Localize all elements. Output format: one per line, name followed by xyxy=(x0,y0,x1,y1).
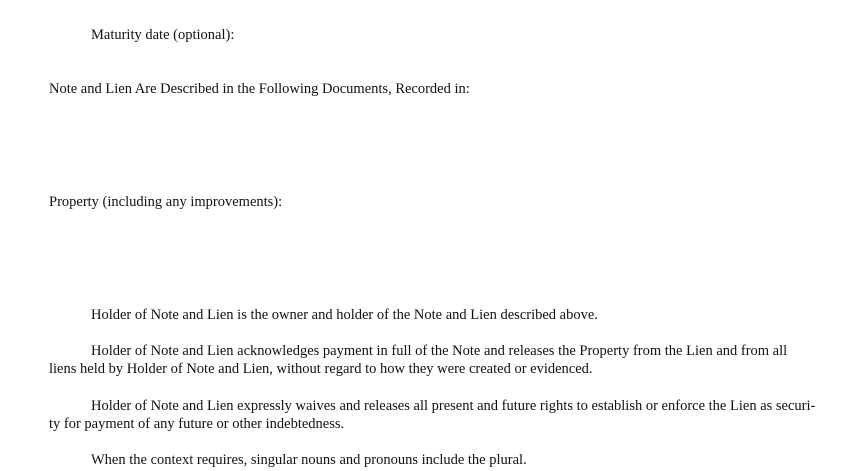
paragraph-waiver-line-1: Holder of Note and Lien expressly waives and releases all present and future rights to establish or enforce the Lien as securi- xyxy=(91,398,816,414)
paragraph-plural: When the context requires, singular nouns and pronouns include the plural. xyxy=(91,452,527,468)
paragraph-ownership: Holder of Note and Lien is the owner and holder of the Note and Lien described above. xyxy=(91,307,598,323)
paragraph-waiver-line-2: ty for payment of any future or other indebtedness. xyxy=(49,416,345,432)
documents-label: Note and Lien Are Described in the Following Documents, Recorded in: xyxy=(49,81,470,97)
maturity-date-label: Maturity date (optional): xyxy=(91,27,235,43)
paragraph-release-line-2: liens held by Holder of Note and Lien, without regard to how they were created or evidenced. xyxy=(49,361,593,377)
paragraph-release-line-1: Holder of Note and Lien acknowledges payment in full of the Note and releases the Property from the Lien and from all xyxy=(91,343,788,359)
maturity-date-field[interactable] xyxy=(240,26,780,46)
property-label: Property (including any improvements): xyxy=(49,194,283,210)
property-field[interactable] xyxy=(49,215,789,295)
documents-field[interactable] xyxy=(49,102,789,182)
